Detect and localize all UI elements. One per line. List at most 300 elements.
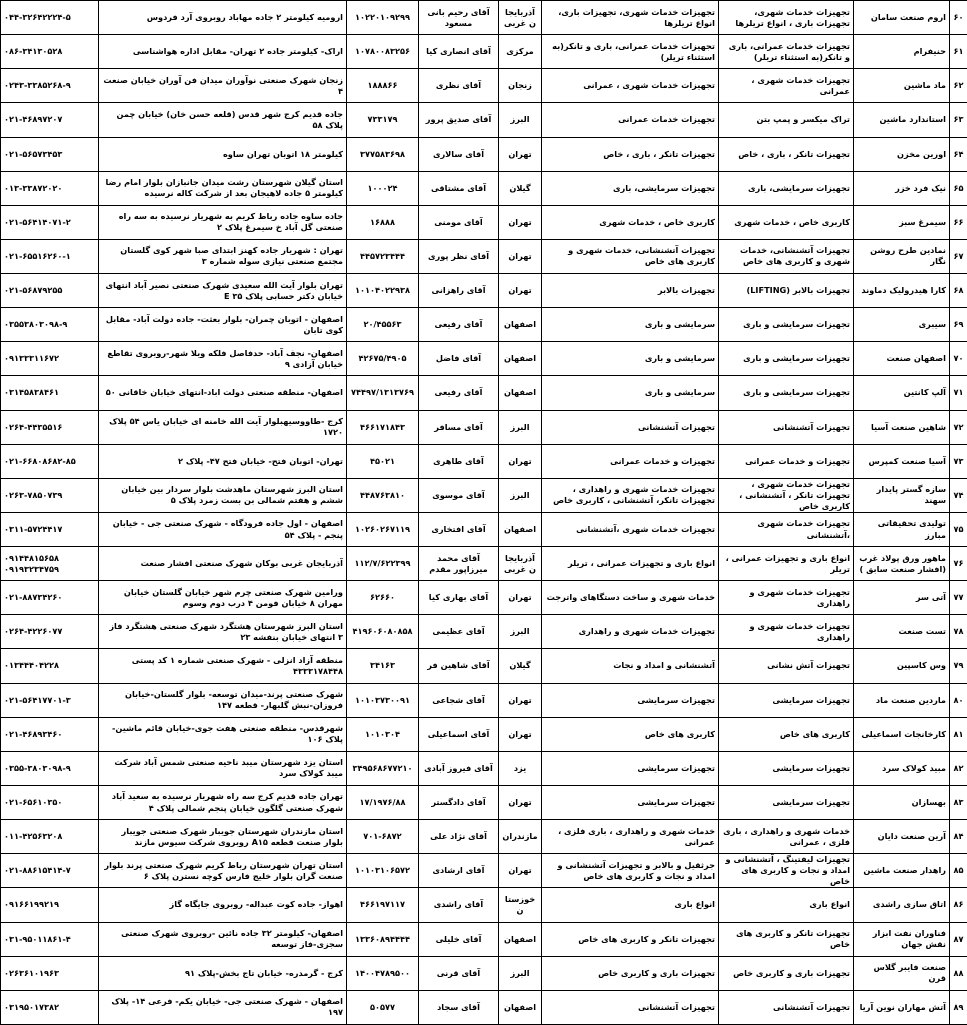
table-row	[1, 308, 967, 342]
province: خوزستان	[499, 888, 542, 922]
activity-field: انواع باری	[719, 888, 854, 922]
manager-name: آقای ارشادی	[419, 854, 499, 888]
company-name: سیمرغ سبز	[854, 205, 950, 239]
manager-name: آقای قرنی	[419, 956, 499, 990]
registration-number: ۱۰۱۰۳۰۴	[347, 717, 419, 751]
phone-number: ۰۲۱-۴۶۸۹۷۲۰۷	[1, 103, 99, 137]
registration-number: ۵۰۵۷۷	[347, 990, 419, 1024]
company-name: ماهور ورق پولاد غرب (افشار صنعت سابق )	[854, 547, 950, 581]
province: زنجان	[499, 69, 542, 103]
phone-number: ۰۱۳-۳۳۸۷۲۰۲۰	[1, 171, 99, 205]
company-name: سیبری	[854, 308, 950, 342]
province: البرز	[499, 103, 542, 137]
manager-name: آقای رفیعی	[419, 308, 499, 342]
activity-field: تجهیزات تانکر و کاربری های خاص	[719, 922, 854, 956]
province: یزد	[499, 751, 542, 785]
row-number: ۸۴	[950, 820, 967, 854]
products-field: انواع باری و تجهیزات عمرانی ، تریلر	[542, 547, 719, 581]
registration-number: ۱۰۰۰۲۴	[347, 171, 419, 205]
row-number: ۸۲	[950, 751, 967, 785]
products-field: تجهیزات خدمات شهری، تجهیزات باری، انواع تریلرها	[542, 1, 719, 35]
phone-number: ۰۳۱-۹۵۰۱۱۸۶۱-۴	[1, 922, 99, 956]
phone-number: ۰۹۱۴۴۸۱۵۶۵۸ ۰۹۱۹۳۲۳۴۷۵۹	[1, 547, 99, 581]
company-name: اروم صنعت سامان	[854, 1, 950, 35]
registration-number: ۱۸۸۸۶۶	[347, 69, 419, 103]
table-row	[1, 137, 967, 171]
address: تهران جاده قدیم کرج سه راه شهریار نرسیده به سعید آباد شهرک صنعتی گلگون خیابان پنجم شمالی پلاک ۴	[99, 785, 347, 819]
province: تهران	[499, 137, 542, 171]
phone-number: ۰۳۱۴۵۸۳۸۴۶۱	[1, 376, 99, 410]
province: تهران	[499, 444, 542, 478]
table-row	[1, 990, 967, 1024]
activity-field: انواع باری و تجهیزات عمرانی ، تریلر	[719, 547, 854, 581]
address: تهران- اتوبان فتح- خیابان فتح ۴۷- پلاک ۲	[99, 444, 347, 478]
company-name: تولیدی تحقیقاتی مبارز	[854, 512, 950, 546]
province: اصفهان	[499, 342, 542, 376]
registration-number: ۱۱۲/۷/۶۲۲۳۹۹	[347, 547, 419, 581]
registration-number: ۴۲۶۷۵/۴۹۰۵	[347, 342, 419, 376]
manager-name: آقای محمد میرزاپور مقدم	[419, 547, 499, 581]
province: تهران	[499, 581, 542, 615]
province: تهران	[499, 205, 542, 239]
table-row	[1, 683, 967, 717]
manager-name: آقای مومنی	[419, 205, 499, 239]
address: زنجان شهرک صنعتی نوآوران میدان فن آوران خیابان صنعت ۴	[99, 69, 347, 103]
phone-number: ۰۴۴-۳۲۶۴۲۲۲۴-۵	[1, 1, 99, 35]
phone-number: ۰۹۱۶۶۱۹۹۲۱۹	[1, 888, 99, 922]
activity-field: تجهیزات آتش نشانی	[719, 649, 854, 683]
province: اصفهان	[499, 376, 542, 410]
row-number: ۷۶	[950, 547, 967, 581]
manager-name: آقای رفیعی	[419, 376, 499, 410]
address: اصفهان- نجف آباد- حدفاصل فلکه ویلا شهر-روبروی تقاطع خیابان آزادی ۹	[99, 342, 347, 376]
row-number: ۶۰	[950, 1, 967, 35]
manager-name: آقای خلیلی	[419, 922, 499, 956]
activity-field: تجهیزات سرمایشی و باری	[719, 376, 854, 410]
address: استان البرز شهرستان ماهدشت بلوار سردار بین خیابان ششم و هفتم شمالی بن بست زمرد پلاک ۵	[99, 478, 347, 512]
company-name: اورین مخزن	[854, 137, 950, 171]
province: اصفهان	[499, 990, 542, 1024]
address: کیلومتر ۱۸ اتوبان تهران ساوه	[99, 137, 347, 171]
manager-name: آقای نظری	[419, 69, 499, 103]
address: استان البرز شهرستان هشتگرد شهرک صنعتی هشتگرد فاز ۳ انتهای خیابان بنفشه ۲۳	[99, 615, 347, 649]
phone-number: ۰۹۱۳۳۳۱۱۶۷۲	[1, 342, 99, 376]
province: اصفهان	[499, 308, 542, 342]
products-field: تجهیزات خدمات شهری ، عمرانی	[542, 69, 719, 103]
products-field: تجهیزات خدمات شهری و راهداری	[542, 615, 719, 649]
activity-field: تجهیزات و خدمات عمرانی	[719, 444, 854, 478]
address: استان مازندران شهرستان جویبار شهرک صنعتی جویبار بلوار صنعت قطعه A۱۵ روبروی شرکت سیوس مازند	[99, 820, 347, 854]
province: تهران	[499, 717, 542, 751]
products-field: تجهیزات خدمات شهری ،آتشنشانی	[542, 512, 719, 546]
products-field: تجهیزات آتشنشانی	[542, 990, 719, 1024]
manager-name: آقای نژاد علی	[419, 820, 499, 854]
company-name: استاندارد ماشین	[854, 103, 950, 137]
registration-number: ۱۰۲۲۰۱۰۹۲۹۹	[347, 1, 419, 35]
table-row	[1, 410, 967, 444]
row-number: ۸۸	[950, 956, 967, 990]
products-field: تجهیزات سرمایشی	[542, 785, 719, 819]
province: اصفهان	[499, 512, 542, 546]
registration-number: ۴۶۶۱۷۱۸۴۳	[347, 410, 419, 444]
row-number: ۷۲	[950, 410, 967, 444]
address: جاده قدیم کرج شهر قدس (قلعه حسن خان) خیابان چمن پلاک ۵۸	[99, 103, 347, 137]
address: آذربایجان غربی بوکان شهرک صنعتی افشار صنعت	[99, 547, 347, 581]
manager-name: آقای شجاعی	[419, 683, 499, 717]
company-name: مبید کولاک سرد	[854, 751, 950, 785]
row-number: ۷۳	[950, 444, 967, 478]
products-field: سرمایشی و باری	[542, 308, 719, 342]
products-field: تجهیزات خدمات عمرانی	[542, 103, 719, 137]
products-field: تجهیزات سرمایشی	[542, 751, 719, 785]
table-row	[1, 478, 967, 512]
table-row	[1, 444, 967, 478]
province: البرز	[499, 615, 542, 649]
company-name: آلپ کانتین	[854, 376, 950, 410]
address: استان یزد شهرستان میبد ناحیه صنعتی شمس آباد شرکت میبد کولاک سرد	[99, 751, 347, 785]
company-name: اتاق سازی راشدی	[854, 888, 950, 922]
activity-field: تجهیزات خدمات شهری و راهداری	[719, 581, 854, 615]
manager-name: آقای انصاری کیا	[419, 35, 499, 69]
row-number: ۷۰	[950, 342, 967, 376]
registration-number: ۱۰۱۰۳۱۰۶۵۷۲	[347, 854, 419, 888]
company-name: آتش مهاران نوین آریا	[854, 990, 950, 1024]
table-row	[1, 888, 967, 922]
province: آذربایجان غربی	[499, 547, 542, 581]
company-name: آسیا صنعت کمپرس	[854, 444, 950, 478]
address: اهواز- جاده کوت عبداله- روبروی جایگاه گاز	[99, 888, 347, 922]
row-number: ۸۰	[950, 683, 967, 717]
products-field: تجهیزات خدمات عمرانی، باری و تانکر(به استثناء تریلر)	[542, 35, 719, 69]
phone-number: ۰۳۱۱-۵۷۲۴۴۱۷	[1, 512, 99, 546]
activity-field: تجهیزات لیفتینگ ، آتشنشانی و امداد و نجات و کاربری های خاص	[719, 854, 854, 888]
company-name: نیک فرد خزر	[854, 171, 950, 205]
registration-number: ۴۴۵۷۲۳۴۴۴	[347, 239, 419, 273]
products-field: سرمایشی و باری	[542, 376, 719, 410]
products-field: خدمات شهری و راهداری ، باری فلزی ، عمرانی	[542, 820, 719, 854]
phone-number: ۰۲۱-۵۶۸۷۹۲۵۵	[1, 274, 99, 308]
row-number: ۸۵	[950, 854, 967, 888]
registration-number: ۱۰۱۰۴۰۲۲۹۳۸	[347, 274, 419, 308]
manager-name: آقای مسافر	[419, 410, 499, 444]
address: کرج - گرمدره- خیابان تاج بخش-پلاک ۹۱	[99, 956, 347, 990]
phone-number: ۰۲۱-۸۸۷۳۴۲۶۰	[1, 581, 99, 615]
products-field: تجهیزات سرمایشی	[542, 683, 719, 717]
province: البرز	[499, 478, 542, 512]
company-name: راهدار صنعت ماشین	[854, 854, 950, 888]
activity-field: تراک میکسر و پمپ بتن	[719, 103, 854, 137]
manager-name: آقای دادگستر	[419, 785, 499, 819]
phone-number: ۰۲۱-۵۶۵۷۳۴۵۳	[1, 137, 99, 171]
row-number: ۷۱	[950, 376, 967, 410]
company-name: صنعت فایبر گلاس قرن	[854, 956, 950, 990]
manager-name: آقای سالاری	[419, 137, 499, 171]
address: اصفهان- کیلومتر ۳۲ جاده نائین -روبروی شهرک صنعتی سجزی-فاز توسعه	[99, 922, 347, 956]
products-field: تجهیزات آتشنشانی، خدمات شهری و کاربری های خاص	[542, 239, 719, 273]
manager-name: آقای رحیم بانی مسعود	[419, 1, 499, 35]
products-field: آتشنشانی و امداد و نجات	[542, 649, 719, 683]
products-field: تجهیزات سرمایشی، باری	[542, 171, 719, 205]
activity-field: تجهیزات بالابر (LIFTING)	[719, 274, 854, 308]
address: شهرک صنعتی پرند-میدان توسعه- بلوار گلستان-خیابان فروزان-نبش گلبهار- قطعه ۱۴۷	[99, 683, 347, 717]
company-name: آتی سر	[854, 581, 950, 615]
manager-name: آقای موسوی	[419, 478, 499, 512]
company-name: کارا هیدرولیک دماوند	[854, 274, 950, 308]
phone-number: ۰۳۵۵-۳۸۰۳۰۹۸-۹	[1, 751, 99, 785]
province: تهران	[499, 785, 542, 819]
address: اصفهان - شهرک صنعتی جی- خیابان یکم- فرعی ۱۴- پلاک ۱۹۷	[99, 990, 347, 1024]
phone-number: ۰۲۱-۵۶۴۱۴۰۷۱-۲	[1, 205, 99, 239]
table-row	[1, 512, 967, 546]
company-name: تست صنعت	[854, 615, 950, 649]
address: تهران : شهریار جاده کهنز ابتدای صبا شهر کوی گلستان مجتمع صنعتی نیازی سوله شماره ۳	[99, 239, 347, 273]
row-number: ۷۵	[950, 512, 967, 546]
manager-name: آقای بهاری کیا	[419, 581, 499, 615]
address: استان تهران شهرستان رباط کریم شهرک صنعتی پرند بلوار صنعت گران بلوار خلیج فارس کوچه نسترن پلاک ۶	[99, 854, 347, 888]
products-field: سرمایشی و باری	[542, 342, 719, 376]
table-row	[1, 547, 967, 581]
company-name: نمادین طرح روشن نگار	[854, 239, 950, 273]
row-number: ۶۵	[950, 171, 967, 205]
registration-number: ۱۰۱۰۳۷۳۰۰۹۱	[347, 683, 419, 717]
row-number: ۸۳	[950, 785, 967, 819]
address: منطقه آزاد انزلی - شهرک صنعتی شماره ۱ کد پستی ۴۳۳۳۱۷۸۴۴۸	[99, 649, 347, 683]
table-row	[1, 820, 967, 854]
registration-number: ۴۴۸۷۶۳۸۱۰	[347, 478, 419, 512]
registration-number: ۳۷۷۵۸۳۶۹۸	[347, 137, 419, 171]
manager-name: آقای شاهین فر	[419, 649, 499, 683]
phone-number: ۰۱۳۴۴۴۰۴۲۲۸	[1, 649, 99, 683]
province: گیلان	[499, 649, 542, 683]
phone-number: ۰۲۱-۸۸۶۱۵۴۱۴-۷	[1, 854, 99, 888]
row-number: ۶۴	[950, 137, 967, 171]
row-number: ۶۳	[950, 103, 967, 137]
manager-name: آقای سجاد	[419, 990, 499, 1024]
registration-number: ۱۳۳۶۰۸۹۴۴۴۴	[347, 922, 419, 956]
table-row	[1, 785, 967, 819]
company-name: ماد ماشین	[854, 69, 950, 103]
address: اراک- کیلومتر جاده ۲ تهران- مقابل اداره هواشناسی	[99, 35, 347, 69]
registration-number: ۲۰/۴۵۵۶۳	[347, 308, 419, 342]
table-row	[1, 751, 967, 785]
company-name: اصفهان صنعت	[854, 342, 950, 376]
address: کرج -طاووسیهبلوار آیت الله خامنه ای خیابان یاس ۵۴ پلاک ۱۷۲۰	[99, 410, 347, 444]
row-number: ۷۹	[950, 649, 967, 683]
activity-field: تجهیزات سرمایشی، باری	[719, 171, 854, 205]
address: شهرقدس- منطقه صنعتی هفت جوی-خیابان قائم ماشین-پلاک ۱۰۶	[99, 717, 347, 751]
registration-number: ۴۶۶۱۹۷۱۱۷	[347, 888, 419, 922]
activity-field: خدمات شهری و راهداری ، باری فلزی ، عمرانی	[719, 820, 854, 854]
company-name: فناوران نفت ابزار نقش جهان	[854, 922, 950, 956]
table-row	[1, 69, 967, 103]
row-number: ۶۲	[950, 69, 967, 103]
manager-name: آقای عظیمی	[419, 615, 499, 649]
phone-number: ۰۸۶-۳۴۱۳۰۵۲۸	[1, 35, 99, 69]
table-row	[1, 205, 967, 239]
manager-name: آقای صدیق پرور	[419, 103, 499, 137]
row-number: ۶۱	[950, 35, 967, 69]
province: اصفهان	[499, 922, 542, 956]
company-name: ماردین صنعت ماد	[854, 683, 950, 717]
phone-number: ۰۳۵۵۳۸۰۳۰۹۸-۹	[1, 308, 99, 342]
manager-name: آقای نظر پوری	[419, 239, 499, 273]
table-row	[1, 581, 967, 615]
products-field: انواع باری	[542, 888, 719, 922]
manager-name: آقای راشدی	[419, 888, 499, 922]
phone-number: ۰۲۱-۶۵۶۱۰۳۵۰	[1, 785, 99, 819]
row-number: ۷۸	[950, 615, 967, 649]
registration-number: ۷۳۳۱۷۹	[347, 103, 419, 137]
table-row	[1, 342, 967, 376]
province: البرز	[499, 956, 542, 990]
table-row	[1, 615, 967, 649]
row-number: ۸۷	[950, 922, 967, 956]
products-field: تجهیزات تانکر ، باری ، خاص	[542, 137, 719, 171]
address: اصفهان- منطقه صنعتی دولت اباد-انتهای خیابان خاقانی ۵۰	[99, 376, 347, 410]
province: آذربایجان غربی	[499, 1, 542, 35]
table-row	[1, 854, 967, 888]
row-number: ۶۹	[950, 308, 967, 342]
row-number: ۷۴	[950, 478, 967, 512]
registration-number: ۱۶۸۸۸	[347, 205, 419, 239]
table-row	[1, 274, 967, 308]
province: تهران	[499, 274, 542, 308]
table-row	[1, 956, 967, 990]
manager-name: آقای فاضل	[419, 342, 499, 376]
registration-number: ۷۰۱-۶۸۷۲	[347, 820, 419, 854]
registration-number: ۱۰۲۶۰۲۶۷۱۱۹	[347, 512, 419, 546]
activity-field: تجهیزات خدمات شهری، تجهیزات باری ، انواع تریلرها	[719, 1, 854, 35]
phone-number: ۰۲۶۴-۴۲۲۶۰۷۷	[1, 615, 99, 649]
row-number: ۶۸	[950, 274, 967, 308]
table-row	[1, 171, 967, 205]
registration-number: ۷۴۴۹۷/۱۳۱۳۷۶۹	[347, 376, 419, 410]
activity-field: تجهیزات خدمات عمرانی، باری و تانکر(به استثناء تریلر)	[719, 35, 854, 69]
activity-field: تجهیزات تانکر ، باری ، خاص	[719, 137, 854, 171]
company-name: وس کاسپین	[854, 649, 950, 683]
phone-number: ۰۳۱۹۵۰۱۷۳۸۲	[1, 990, 99, 1024]
phone-number: ۰۲۱-۵۶۴۱۷۷۰۱-۳	[1, 683, 99, 717]
table-row	[1, 35, 967, 69]
table-row	[1, 922, 967, 956]
row-number: ۸۶	[950, 888, 967, 922]
phone-number: ۰۲۶۳-۷۸۵۰۷۳۹	[1, 478, 99, 512]
activity-field: تجهیزات باری و کاربری خاص	[719, 956, 854, 990]
manager-name: آقای طاهری	[419, 444, 499, 478]
company-name: آرین صنعت دایان	[854, 820, 950, 854]
activity-field: تجهیزات سرمایشی	[719, 751, 854, 785]
registration-number: ۴۵۰۲۱	[347, 444, 419, 478]
products-field: تجهیزات باری و کاربری خاص	[542, 956, 719, 990]
registration-number: ۶۲۶۶۰	[347, 581, 419, 615]
phone-number: ۰۲۶۴-۴۴۳۵۵۱۶	[1, 410, 99, 444]
company-name: بهسازان	[854, 785, 950, 819]
table-row	[1, 1, 967, 35]
phone-number: ۰۲۱-۶۵۵۱۶۲۶۰-۱	[1, 239, 99, 273]
address: استان گیلان شهرستان رشت میدان جانبازان بلوار امام رضا کیلومتر ۵ جاده لاهیجان بعد از شرکت کاله نرسیده	[99, 171, 347, 205]
address: ورامین شهرک صنعتی چرم شهر خیابان گلستان خیابان مهران ۸ خیابان فومن ۴ درب دوم وسوم	[99, 581, 347, 615]
registration-number: ۳۴۱۶۳	[347, 649, 419, 683]
activity-field: تجهیزات سرمایشی	[719, 683, 854, 717]
province: مازندران	[499, 820, 542, 854]
phone-number: ۰۲۴۳-۳۳۸۵۲۶۸-۹	[1, 69, 99, 103]
activity-field: تجهیزات آتشنشانی، خدمات شهری و کاربری های خاص	[719, 239, 854, 273]
products-field: جرثقیل و بالابر و تجهیزات آتشنشانی و امداد و نجات و کاربری های خاص	[542, 854, 719, 888]
products-field: تجهیزات تانکر و کاربری های خاص	[542, 922, 719, 956]
activity-field: تجهیزات آتشنشانی	[719, 410, 854, 444]
manager-name: آقای اسماعیلی	[419, 717, 499, 751]
activity-field: تجهیزات خدمات شهری ، عمرانی	[719, 69, 854, 103]
phone-number: ۰۲۱-۶۶۸۰۸۶۸۲-۸۵	[1, 444, 99, 478]
address: اصفهان - اتوبان چمران- بلوار بعثت- جاده دولت آباد- مقابل کوی تابان	[99, 308, 347, 342]
company-name: سازه گستر پایدار سهند	[854, 478, 950, 512]
activity-field: تجهیزات خدمات شهری ، تجهیزات تانکر ، آتشنشانی ، کاربری خاص	[719, 478, 854, 512]
products-field: خدمات شهری و ساخت دستگاهای واترجت	[542, 581, 719, 615]
address: تهران بلوار آیت الله سعیدی شهرک صنعتی نصیر آباد انتهای خیابان دکتر حسابی پلاک E ۳۵	[99, 274, 347, 308]
phone-number: ۰۱۱-۴۲۵۶۳۲۰۸	[1, 820, 99, 854]
activity-field: تجهیزات سرمایشی	[719, 785, 854, 819]
province: مرکزی	[499, 35, 542, 69]
registration-number: ۳۴۹۵۶۸۶۷۷۲۱۰	[347, 751, 419, 785]
activity-field: تجهیزات سرمایشی و باری	[719, 342, 854, 376]
activity-field: تجهیزات خدمات شهری ،آتشنشانی	[719, 512, 854, 546]
address: ارومیه کیلومتر ۲ جاده مهاباد روبروی آرد فردوس	[99, 1, 347, 35]
row-number: ۸۱	[950, 717, 967, 751]
registration-number: ۱۴۰۰۴۷۸۹۵۰۰	[347, 956, 419, 990]
registration-number: ۴۱۹۶۰۶۰۸۰۸۵۸	[347, 615, 419, 649]
products-field: تجهیزات بالابر	[542, 274, 719, 308]
table-row	[1, 103, 967, 137]
manager-name: آقای فیروز آبادی	[419, 751, 499, 785]
products-field: تجهیزات خدمات شهری و راهداری ، تجهیزات تانکر، آتشنشانی ، کاربری خاص	[542, 478, 719, 512]
manager-name: آقای افتخاری	[419, 512, 499, 546]
table-row	[1, 239, 967, 273]
activity-field: تجهیزات خدمات شهری و راهداری	[719, 615, 854, 649]
province: تهران	[499, 854, 542, 888]
phone-number: ۰۲۶۳۶۱۰۱۹۶۳	[1, 956, 99, 990]
products-field: تجهیزات آتشنشانی	[542, 410, 719, 444]
table-row	[1, 717, 967, 751]
table-row	[1, 649, 967, 683]
province: تهران	[499, 239, 542, 273]
manager-name: آقای راهزانی	[419, 274, 499, 308]
address: اصفهان - اول جاده فرودگاه - شهرک صنعتی جی - خیابان پنجم - پلاک ۵۴	[99, 512, 347, 546]
company-name: حنیفرام	[854, 35, 950, 69]
activity-field: کاربری خاص ، خدمات شهری	[719, 205, 854, 239]
company-name: شاهین صنعت آسیا	[854, 410, 950, 444]
manager-name: آقای مشتاقی	[419, 171, 499, 205]
province: تهران	[499, 683, 542, 717]
table-body	[1, 1, 967, 1025]
address: جاده ساوه جاده رباط کریم به شهریار نرسیده به سه راه صنعتی گل آباد خ سیمرغ پلاک ۲	[99, 205, 347, 239]
province: البرز	[499, 410, 542, 444]
products-field: تجهیزات و خدمات عمرانی	[542, 444, 719, 478]
province: گیلان	[499, 171, 542, 205]
activity-field: تجهیزات سرمایشی و باری	[719, 308, 854, 342]
row-number: ۸۹	[950, 990, 967, 1024]
company-name: کارخانجات اسماعیلی	[854, 717, 950, 751]
activity-field: تجهیزات آتشنشانی	[719, 990, 854, 1024]
row-number: ۷۷	[950, 581, 967, 615]
row-number: ۶۶	[950, 205, 967, 239]
activity-field: کاربری های خاص	[719, 717, 854, 751]
registration-number: ۱۰۷۸۰۰۸۳۲۵۶	[347, 35, 419, 69]
table-row	[1, 376, 967, 410]
registration-number: ۱۷/۱۹۷۶/۸۸	[347, 785, 419, 819]
products-field: کاربری های خاص	[542, 717, 719, 751]
phone-number: ۰۲۱-۴۶۸۹۳۴۶۰	[1, 717, 99, 751]
products-field: کاربری خاص ، خدمات شهری	[542, 205, 719, 239]
